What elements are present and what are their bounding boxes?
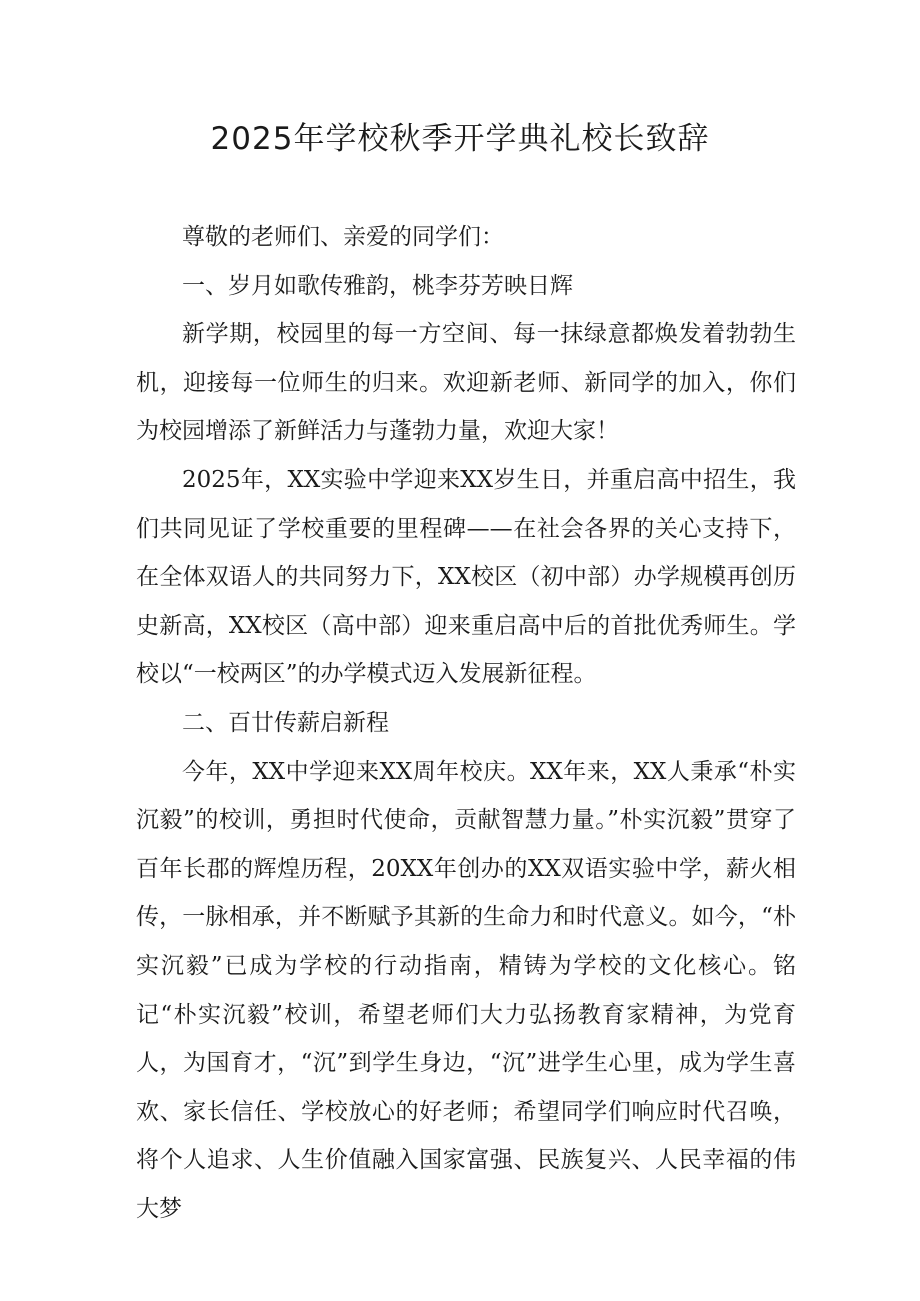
paragraph-milestone: 2025年，XX实验中学迎来XX岁生日，并重启高中招生，我们共同见证了学校重要的里程碑——在社会各界的关心支持下，在全体双语人的共同努力下，XX校区（初中部）办学规模再创历史新高，XX校区（高中部）迎来重启高中后的首批优秀师生。学校以“一校两区”的办学模式迈入发展新征程。 (136, 466, 796, 688)
salutation: 尊敬的老师们、亲爱的同学们： (182, 224, 504, 250)
section-heading-1: 一、岁月如歌传雅韵，桃李芬芳映日辉 (182, 272, 573, 299)
section-heading-2: 二、百廿传薪启新程 (182, 709, 389, 736)
paragraph-anniversary: 今年，XX中学迎来XX周年校庆。XX年来，XX人秉承“朴实沉毅”的校训，勇担时代使命，贡献智慧力量。”朴实沉毅”贯穿了百年长郡的辉煌历程，20XX年创办的XX双语实验中学，薪火相传，一脉相承，并不断赋予其新的生命力和时代意义。如今，“朴实沉毅”已成为学校的行动指南，精铸为学校的文化核心。铭记“朴实沉毅”校训，希望老师们大力弘扬教育家精神，为党育人，为国育才，“沉”到学生身边，“沉”进学生心里，成为学生喜欢、家长信任、学校放心的好老师；希望同学们响应时代召唤，将个人追求、人生价值融入国家富强、民族复兴、人民幸福的伟大梦 (136, 758, 796, 1222)
document-body (136, 213, 796, 1233)
paragraph-welcome: 新学期，校园里的每一方空间、每一抹绿意都焕发着勃勃生机，迎接每一位师生的归来。欢迎新老师、新同学的加入，你们为校园增添了新鲜活力与蓬勃力量，欢迎大家！ (136, 321, 796, 445)
document-title: 2025年学校秋季开学典礼校长致辞 (210, 121, 710, 157)
